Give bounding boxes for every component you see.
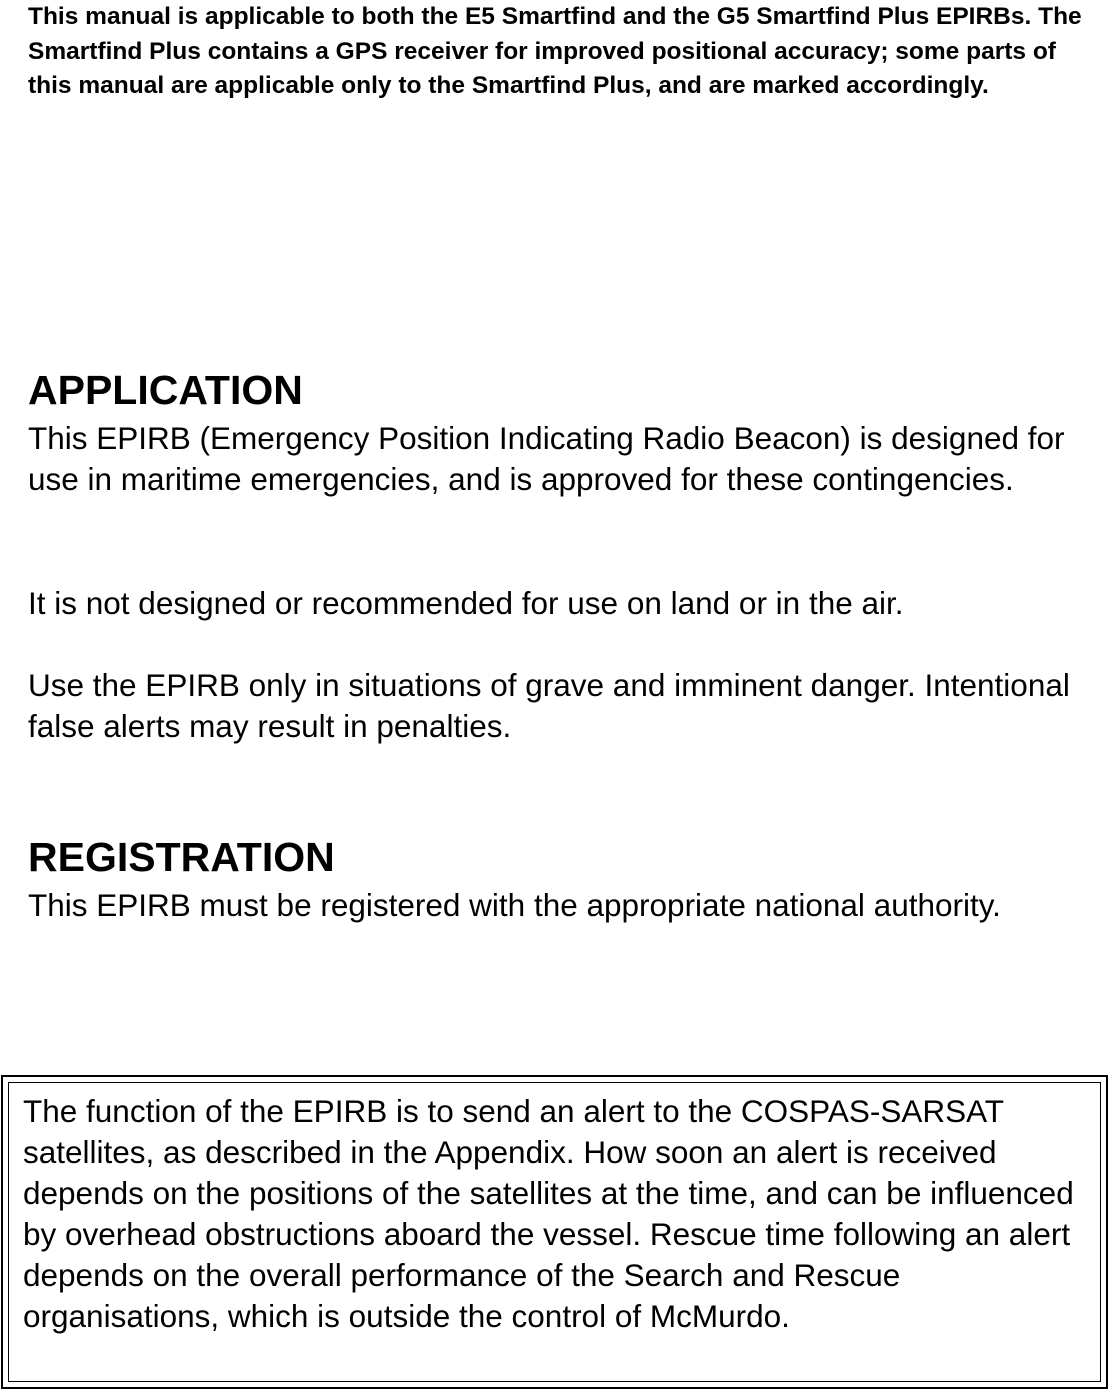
notice-text: The function of the EPIRB is to send an alert to the COSPAS-SARSAT satellites, as described in the Appendix. How soon an alert is received depends on the positions of the satellites at the time, and can be influenced by overhead obstructions aboard the vessel. Rescue time following an alert depends on the overall performance of the Search and Rescue organisations, which is outside the control of McMurdo. bbox=[23, 1093, 1074, 1334]
application-paragraph-purpose: This EPIRB (Emergency Position Indicating Radio Beacon) is designed for use in maritime emergencies, and is approved for these contingencies. bbox=[28, 420, 1065, 497]
application-paragraph-restriction: It is not designed or recommended for use on land or in the air. bbox=[28, 585, 904, 621]
intro-paragraph: This manual is applicable to both the E5 Smartfind and the G5 Smartfind Plus EPIRBs. The Smartfind Plus contains a GPS receiver for improved positional accuracy; some parts of this manual are applicable only to the Smartfind Plus, and are marked accordingly. bbox=[28, 3, 1082, 99]
registration-paragraph: This EPIRB must be registered with the appropriate national authority. bbox=[28, 887, 1001, 923]
registration-heading: REGISTRATION bbox=[28, 834, 335, 880]
application-paragraph-warning: Use the EPIRB only in situations of grave and imminent danger. Intentional false alerts may result in penalties. bbox=[28, 667, 1070, 744]
notice-box bbox=[1, 1075, 1108, 1389]
application-heading: APPLICATION bbox=[28, 367, 303, 413]
